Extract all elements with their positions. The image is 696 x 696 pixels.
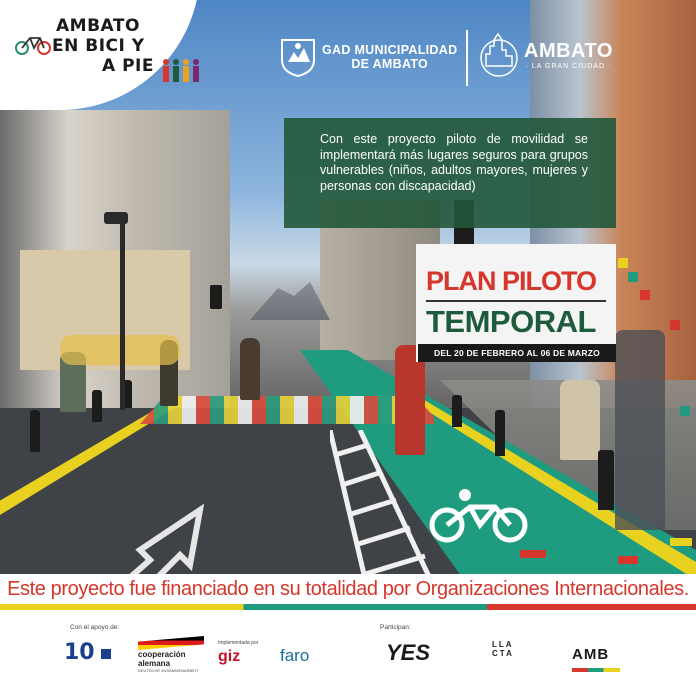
deco-square <box>640 290 650 300</box>
logo-line-2: EN BICI Y <box>52 36 145 56</box>
plan-divider <box>426 300 606 302</box>
amb-text: AMB <box>572 646 610 663</box>
bollard <box>92 390 102 422</box>
coop-line-3: DEUTSCHE ZUSAMMENARBEIT <box>138 668 199 673</box>
deco-square <box>618 556 638 564</box>
cooperacion-alemana-logo <box>138 636 204 673</box>
bollard <box>30 410 40 452</box>
pedestrians-icon <box>160 58 204 84</box>
pedestrian <box>240 338 260 400</box>
amb-logo <box>572 646 620 672</box>
eu-flag-icon <box>101 649 111 659</box>
logo-line-1: AMBATO <box>56 16 140 36</box>
plan-dates: DEL 20 DE FEBRERO AL 06 DE MARZO <box>418 344 616 362</box>
german-flag-icon <box>138 636 204 650</box>
llacta-line-2: CTA <box>492 649 514 658</box>
coop-line-1: cooperación <box>138 650 186 659</box>
yes-text: YES <box>386 640 431 665</box>
traffic-light <box>210 285 222 309</box>
distant-mountain <box>250 280 330 320</box>
deco-square <box>618 258 628 268</box>
deco-square <box>670 538 692 546</box>
coop-line-2: alemana <box>138 659 171 668</box>
yes-logo <box>386 640 430 666</box>
seated-man <box>560 380 600 460</box>
street-lamp-pole <box>120 220 125 410</box>
plan-subtitle: TEMPORAL <box>426 304 596 339</box>
ambato-en-bici-logo <box>12 14 202 94</box>
faro-text: faro <box>280 646 310 665</box>
llacta-logo <box>492 640 514 658</box>
giz-label: Implementada por <box>218 640 259 646</box>
header-divider <box>466 30 468 86</box>
ambato-title: AMBATO <box>524 40 613 62</box>
bollard <box>495 410 505 456</box>
faro-logo <box>280 646 309 666</box>
participants-label: Participan: <box>380 624 411 631</box>
bicycle-icon <box>14 32 54 56</box>
gad-municipalidad-logo <box>280 32 457 82</box>
deco-square <box>670 320 680 330</box>
info-box <box>284 118 616 228</box>
deco-square <box>520 550 546 558</box>
ten-years-text: 10 <box>64 640 95 665</box>
giz-text: giz <box>218 648 241 665</box>
municipal-shield-icon <box>280 36 316 78</box>
amb-color-bar <box>572 668 620 672</box>
bollard <box>598 450 614 510</box>
funding-text: Este proyecto fue financiado en su totalidad por Organizaciones Internacionales. <box>7 578 689 600</box>
deco-square <box>560 520 584 528</box>
logo-line-3: A PIE <box>102 56 154 76</box>
street-lamp <box>104 212 128 224</box>
support-label: Con el apoyo de: <box>70 624 120 631</box>
footer <box>0 610 696 696</box>
bollard <box>452 395 462 427</box>
ambato-city-logo <box>478 30 613 80</box>
plan-title: PLAN PILOTO <box>426 266 597 296</box>
info-text: Con este proyecto piloto de movilidad se implementará más lugares seguros para grupos vulnerables (niños, adultos mayores, mujeres y personas con discapacidad) <box>320 132 588 193</box>
deco-square <box>628 272 638 282</box>
city-skyline-icon <box>478 30 520 80</box>
giz-logo <box>218 640 258 666</box>
ambato-subtitle: · LA GRAN CIUDAD · <box>525 63 612 70</box>
gad-line-2: DE AMBATO <box>351 57 429 71</box>
ten-years-logo <box>64 640 111 665</box>
deco-square <box>680 406 690 416</box>
gad-line-1: GAD MUNICIPALIDAD <box>322 43 458 57</box>
llacta-line-1: LLA <box>492 640 514 649</box>
walking-person <box>615 330 665 530</box>
